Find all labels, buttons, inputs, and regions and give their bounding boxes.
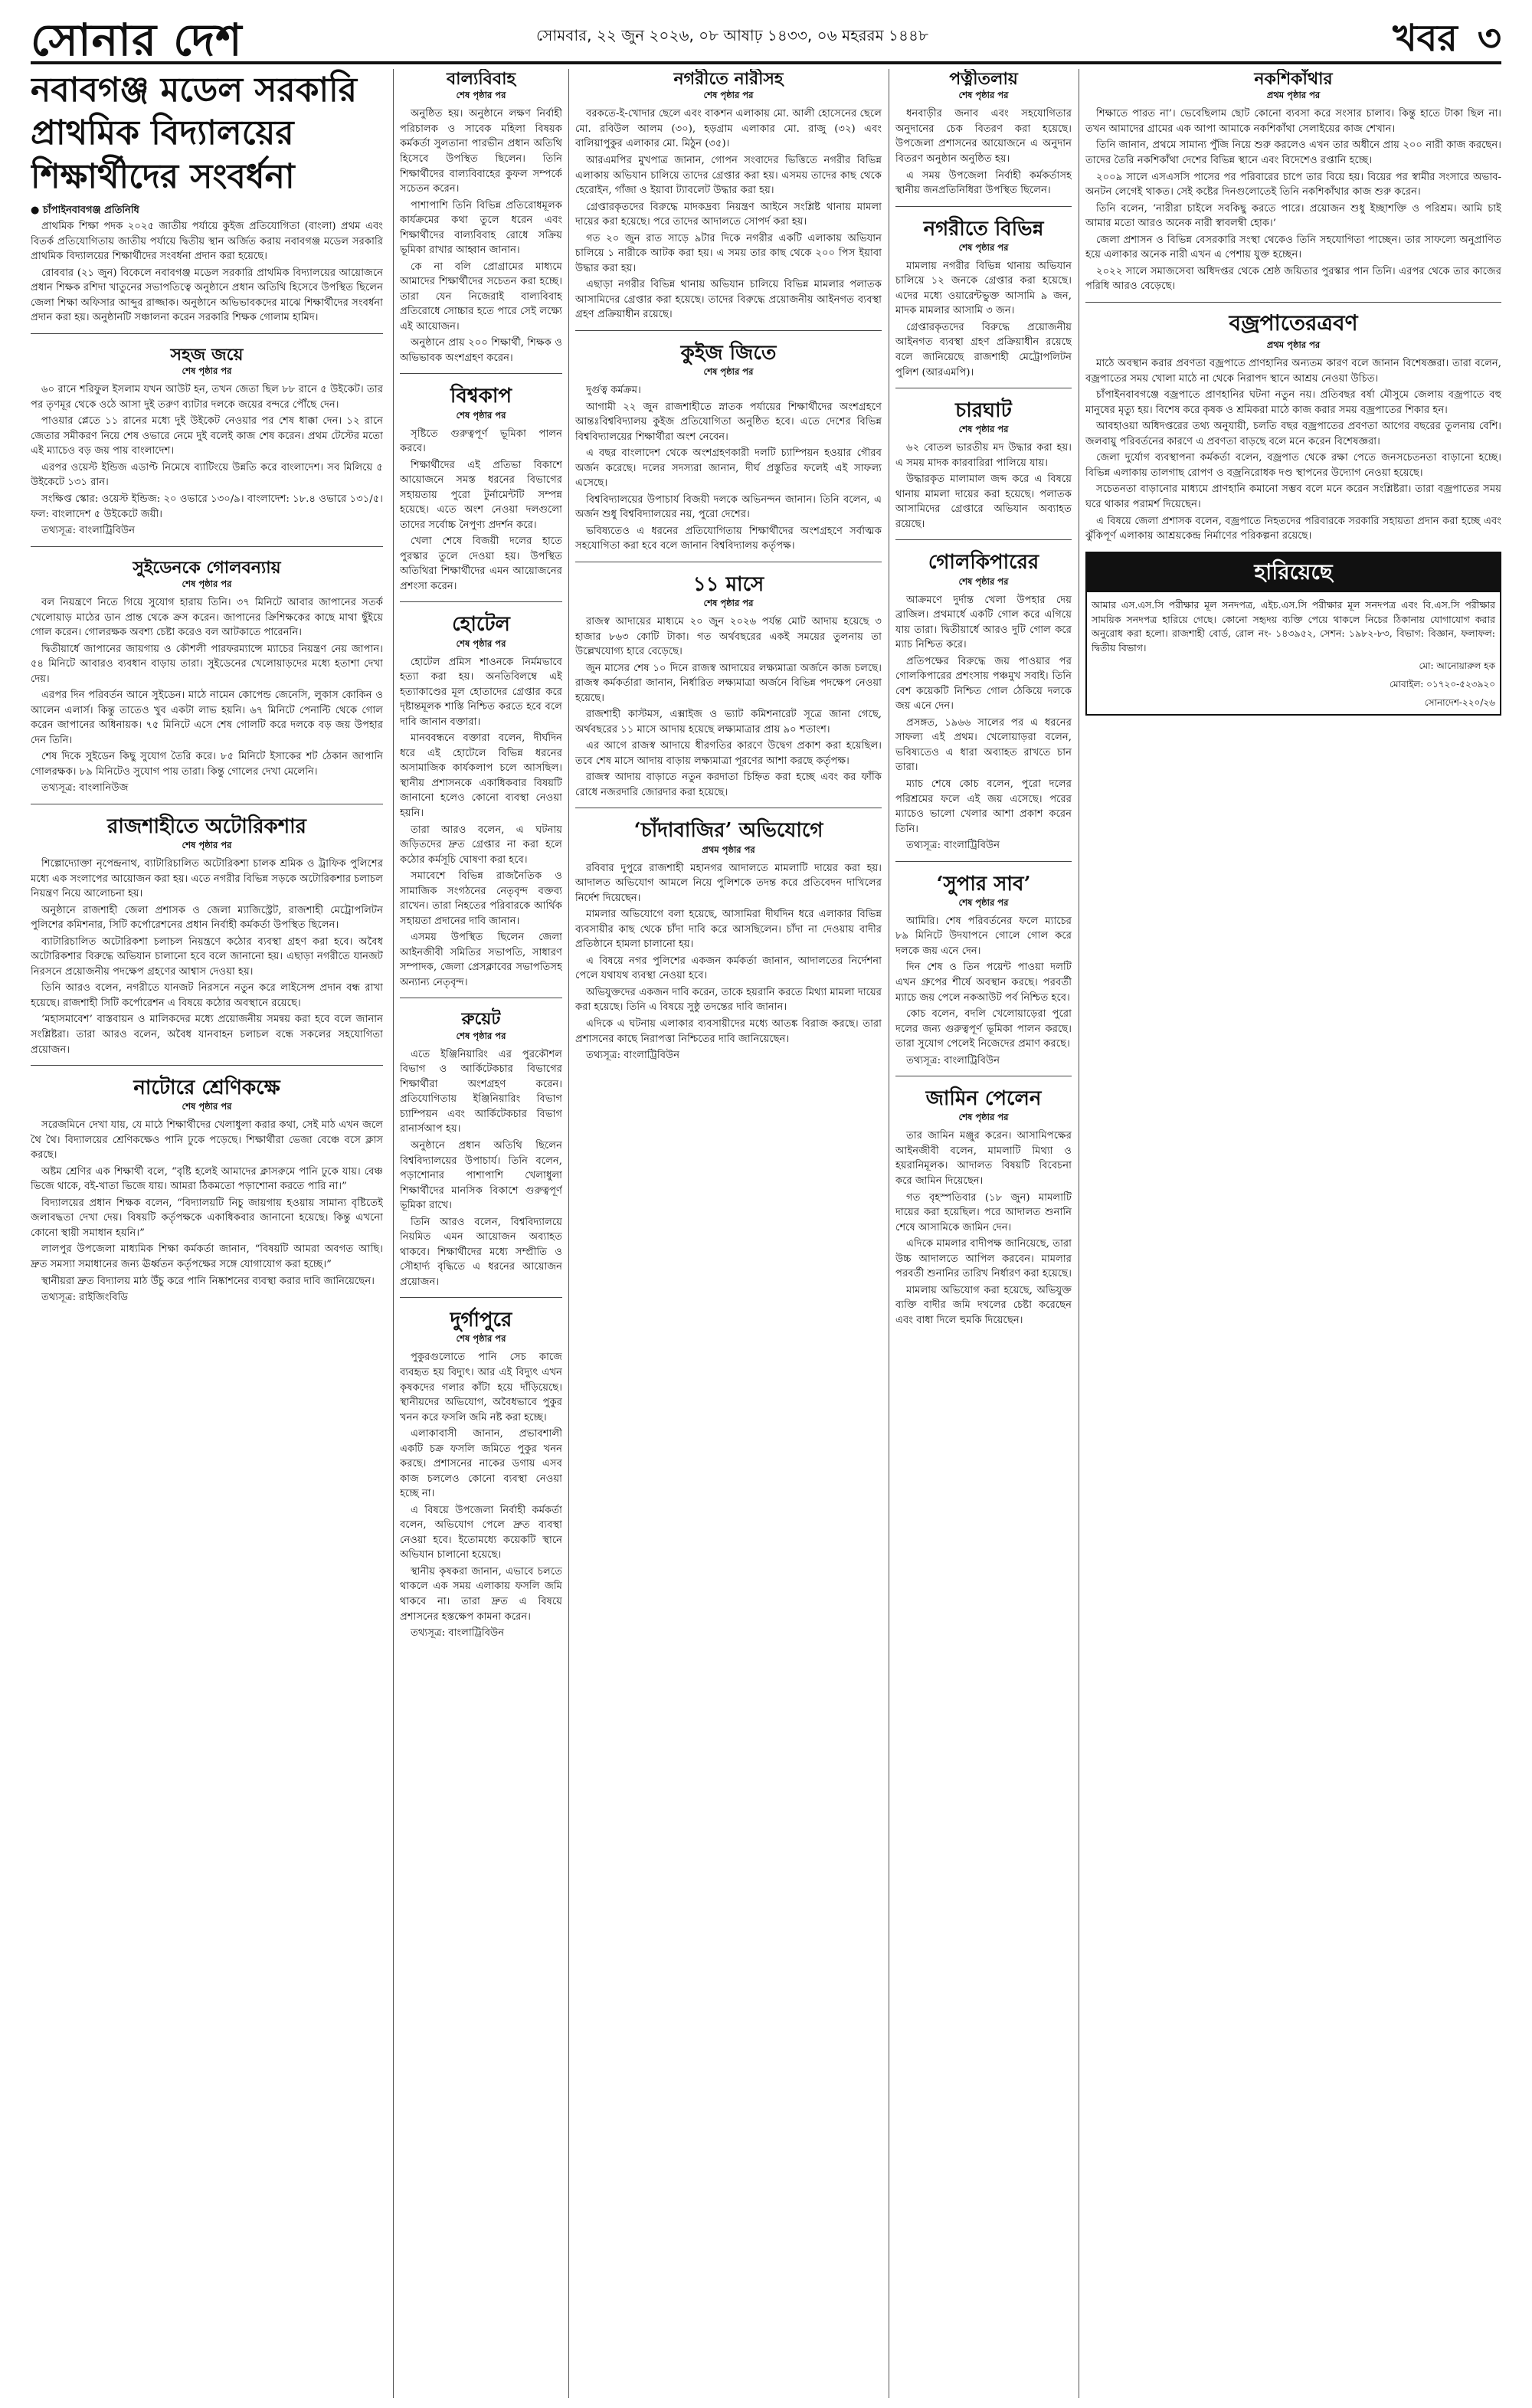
story-paragraph: ২০২২ সালে সমাজসেবা অধিদপ্তর থেকে শ্রেষ্ঠ জয়িতার পুরস্কার পান তিনি। এরপর থেকে তার কাজের পরিধি আরও বেড়েছে। xyxy=(1085,265,1501,293)
story-paragraph: পাশাপাশি তিনি বিভিন্ন প্রতিরোধমূলক কার্যক্রমের কথা তুলে ধরেন এবং শিক্ষার্থীদের বাল্যবিবাহ রোধে সক্রিয় ভূমিকা রাখার আহ্বান জানান। xyxy=(400,199,562,257)
story-paragraph: এরপর দিন পরিবর্তন আনে সুইডেন। মাঠে নামেন কোপেন্ড জেনেসি, লুকাস কোকিন ও আলেন এলার্স। কিন্তু তাতেও খুব একটা লাভ হয়নি। ৬৭ মিনিটে পেনাল্টি থেকে গোল করেন জাপানের অধিনায়ক। ৭৫ মিনিটে এসে শেষ গোলটি করে দলকে বড় জয় উপহার দেন তিনি। xyxy=(31,690,383,746)
newspaper-logo: সোনার দেশ xyxy=(31,14,243,66)
story-paragraph: ৬০ রানে শরিফুল ইসলাম যখন আউট হন, তখন জেতা ছিল ৮৮ রানে ৫ উইকেট। তার পর তৃণমূর থেকে ওঠে আসা দুই তরুণ ব্যাটার দলকে জয়ের বন্দরে পৌঁছে দেন। xyxy=(31,384,383,411)
story-paragraph: মামলায় নগরীর বিভিন্ন থানায় অভিযান চালিয়ে ১২ জনকে গ্রেপ্তার করা হয়েছে। এদের মধ্যে ওয়ারেন্টভুক্ত আসামি ৯ জন, মাদক মামলার আসামি ৩ জন। xyxy=(895,260,1072,317)
story-title: জামিন পেলেন xyxy=(925,1087,1042,1111)
section-label xyxy=(1393,11,1501,71)
story-paragraph: কে না বলি প্রোগ্রামের মাধ্যমে আমাদের শিক্ষার্থীদের সচেতন করা হচ্ছে। তারা যেন নিজেরাই বাল্যবিবাহ প্রতিরোধে সোচ্চার হতে পারে সেই লক্ষ্যে এই আয়োজন। xyxy=(400,260,562,333)
story-divider xyxy=(895,861,1072,862)
column-1 xyxy=(31,69,383,2398)
story-divider xyxy=(400,373,562,374)
story-paragraph: সংক্ষিপ্ত স্কোর: ওয়েস্ট ইন্ডিজ: ২০ ওভারে ১৩০/৯। বাংলাদেশ: ১৮.৪ ওভারে ১৩১/৫। ফল: বাংলাদেশ ৫ উইকেটে জয়ী। xyxy=(31,493,383,520)
story-paragraph: তথ্যসূত্র: বাংলাট্রিবিউন xyxy=(906,840,1000,852)
continuation-label: শেষ পৃষ্ঠার পর xyxy=(456,637,506,649)
story-paragraph: অনুষ্ঠানে প্রধান অতিথি ছিলেন বিশ্ববিদ্যালয়ের উপাচার্য। তিনি বলেন, পড়াশোনার পাশাপাশি খেলাধুলা শিক্ষার্থীদের মানসিক বিকাশে গুরুত্বপূর্ণ ভূমিকা রাখে। xyxy=(400,1139,562,1212)
continuation-label: শেষ পৃষ্ঠার পর xyxy=(182,365,232,377)
column-divider xyxy=(393,69,394,2398)
story-title: সুইডেনকে গোলবন্যায় xyxy=(133,557,281,578)
story-paragraph: তার জামিন মঞ্জুর করেন। আসামিপক্ষের আইনজীবী বলেন, মামলাটি মিথ্যা ও হয়রানিমূলক। আদালত বিষয়টি বিবেচনা করে জামিন দিয়েছেন। xyxy=(895,1130,1072,1187)
story-paragraph: এদিকে মামলার বাদীপক্ষ জানিয়েছে, তারা উচ্চ আদালতে আপিল করবেন। মামলার পরবর্তী শুনানির তারিখ নির্ধারণ করা হয়েছে। xyxy=(895,1238,1072,1280)
story-paragraph: সৃষ্টিতে গুরুত্বপূর্ণ ভূমিকা পালন করবে। xyxy=(400,428,562,455)
story-divider xyxy=(31,333,383,334)
lost-notice-code: সোনাদেশ-২২০/২৬ xyxy=(1424,696,1495,708)
continuation-label: শেষ পৃষ্ঠার পর xyxy=(703,598,754,609)
story-paragraph: তিনি আরও বলেন, নগরীতে যানজট নিরসনে নতুন করে লাইসেন্স প্রদান বন্ধ রাখা হয়েছে। রাজশাহী সিটি কর্পোরেশন এ বিষয়ে কঠোর অবস্থানে রয়েছে। xyxy=(31,982,383,1009)
column-5 xyxy=(1085,69,1501,2398)
story-paragraph: দুর্গুত্ব কর্মক্রম। xyxy=(586,385,641,397)
issue-date: সোমবার, ২২ জুন ২০২৬, ০৮ আষাঢ় ১৪৩৩, ০৬ মহররম ১৪৪৮ xyxy=(536,26,928,44)
story-title: কুইজ জিতে xyxy=(680,341,777,365)
continuation-label: শেষ পৃষ্ঠার পর xyxy=(456,1030,506,1041)
continuation-label: শেষ পৃষ্ঠার পর xyxy=(958,896,1009,908)
story-paragraph: প্রতিপক্ষের বিরুদ্ধে জয় পাওয়ার পর গোলকিপারের প্রশংসায় পঞ্চমুখ সবাই। তিনি বেশ কয়েকটি নিশ্চিত গোল ঠেকিয়ে দলকে জয় এনে দেন। xyxy=(895,655,1072,713)
story-title: সহজ জয়ে xyxy=(170,344,244,365)
story-paragraph: জেলা দুর্যোগ ব্যবস্থাপনা কর্মকর্তা বলেন, বজ্রপাত থেকে রক্ষা পেতে জনসচেতনতা বাড়ানো হচ্ছে। বিভিন্ন এলাকায় তালগাছ রোপণ ও বজ্রনিরোধক দণ্ড স্থাপনের উদ্যোগ নেওয়া হয়েছে। xyxy=(1085,452,1501,479)
story-paragraph: এতে ইঞ্জিনিয়ারিং এর পুরকৌশল বিভাগ ও আর্কিটেকচার বিভাগের শিক্ষার্থীরা অংশগ্রহণ করেন। প্রতিযোগিতায় ইঞ্জিনিয়ারিং বিভাগ চ্যাম্পিয়ন এবং আর্কিটেকচার বিভাগ রানার্সআপ হয়। xyxy=(400,1048,562,1135)
story-divider xyxy=(400,601,562,602)
lead-paragraph: প্রাথমিক শিক্ষা পদক ২০২৫ জাতীয় পর্যায়ে কুইজ প্রতিযোগিতা (বাংলা) প্রথম এবং বিতর্ক প্রতিযোগিতায় জাতীয় পর্যায়ে দ্বিতীয় স্থান অর্জিত করায় নবাবগঞ্জ মডেল সরকারি প্রাথমিক বিদ্যালয়ের শিক্ষার্থীদের সংবর্ধনা প্রদান করা হয়েছে। xyxy=(31,221,383,263)
story-paragraph: শিক্ষাতে পারত না’। ভেবেছিলাম ছোট কোনো ব্যবসা করে সংসার চালাব। কিন্তু হাতে টাকা ছিল না। তখন আমাদের গ্রামের এক আপা আমাকে নকশিকাঁথা সেলাইয়ের কাজ শেখান। xyxy=(1085,108,1501,135)
story-paragraph: তিনি বলেন, ‘নারীরা চাইলে সবকিছু করতে পারে। প্রয়োজন শুধু ইচ্ছাশক্তি ও পরিশ্রম। আমি চাই আমার মতো আরও অনেক নারী স্বাবলম্বী হোক।’ xyxy=(1085,202,1501,230)
continuation-label: শেষ পৃষ্ঠার পর xyxy=(182,578,232,589)
story-paragraph: তিনি জানান, প্রথমে সামান্য পুঁজি নিয়ে শুরু করলেও এখন তার অধীনে প্রায় ২০০ নারী কাজ করছেন। তাদের তৈরি নকশিকাঁথা দেশের বিভিন্ন স্থানে এবং বিদেশেও রপ্তানি হচ্ছে। xyxy=(1085,139,1501,166)
story-paragraph: খেলা শেষে বিজয়ী দলের হাতে পুরস্কার তুলে দেওয়া হয়। উপস্থিত অতিথিরা শিক্ষার্থীদের এমন আয়োজনের প্রশংসা করেন। xyxy=(400,536,562,592)
story-paragraph: বিদ্যালয়ের প্রধান শিক্ষক বলেন, “বিদ্যালয়টি নিচু জায়গায় হওয়ায় সামান্য বৃষ্টিতেই জলাবদ্ধতা দেখা দেয়। বিষয়টি কর্তৃপক্ষকে একাধিকবার জানানো হয়েছে। কিন্তু এখনো কোনো স্থায়ী সমাধান হয়নি।” xyxy=(31,1197,383,1239)
story-paragraph: জেলা প্রশাসন ও বিভিন্ন বেসরকারি সংস্থা থেকেও তিনি সহযোগিতা পাচ্ছেন। তার সাফল্যে অনুপ্রাণিত হয়ে এলাকার অনেক নারী এখন এ পেশায় যুক্ত হচ্ছেন। xyxy=(1085,234,1501,261)
story-paragraph: হোটেল প্রমিস শাওনকে নির্মমভাবে হত্যা করা হয়। অনতিবিলম্বে এই হত্যাকাণ্ডের মূল হোতাদের গ্রেপ্তার করে দৃষ্টান্তমূলক শাস্তি নিশ্চিত করতে হবে বলে দাবি জানান বক্তারা। xyxy=(400,656,562,728)
story-title: রুয়েট xyxy=(461,1009,501,1030)
story-paragraph: এরপর ওয়েস্ট ইন্ডিজ এডাপ্ট নিমেষে ব্যাটিংয়ে উন্নতি করে বাংলাদেশ। সব মিলিয়ে ৫ উইকেটে ১৩১ রান। xyxy=(31,461,383,489)
lead-paragraph: রোববার (২১ জুন) বিকেলে নবাবগঞ্জ মডেল সরকারি প্রাথমিক বিদ্যালয়ের আয়োজনে প্রধান শিক্ষক রশিদা খাতুনের সভাপতিত্বে অনুষ্ঠানে প্রধান অতিথি হিসেবে উপস্থিত ছিলেন জেলা শিক্ষা অফিসার আব্দুর রাজ্জাক। অনুষ্ঠানে অভিভাবকদের মাঝে শিক্ষার্থীদের সংবর্ধনা প্রদান করা হয়। অনুষ্ঠানটি সঞ্চালনা করেন সরকারি শিক্ষক গোলাম হামিদ। xyxy=(31,267,383,324)
story-paragraph: পাওয়ার প্লেতে ১১ রানের মধ্যে দুই উইকেট নেওয়ার পর শেষ ধাক্কা দেন। ১২ রানে জেতার সমীকরণ নিয়ে শেষ ওভারে নেমে দুই বলেই কাজ শেষ করেন। প্রথম টেস্টের মতো এই ম্যাচেও বড় জয় পায় বাংলাদেশ। xyxy=(31,415,383,457)
story-title: ‘সুপার সাব’ xyxy=(936,872,1031,896)
story-paragraph: অনুষ্ঠানে রাজশাহী জেলা প্রশাসক ও জেলা ম্যাজিস্ট্রেট, রাজশাহী মেট্রোপলিটন পুলিশের কমিশনার, সিটি কর্পোরেশনের প্রধান নির্বাহী কর্মকর্তা উপস্থিত ছিলেন। xyxy=(31,904,383,932)
lost-notice-box xyxy=(1085,552,1501,716)
continuation-label: প্রথম পৃষ্ঠার পর xyxy=(1266,90,1321,101)
continuation-label: শেষ পৃষ্ঠার পর xyxy=(182,840,232,851)
lost-notice-title: হারিয়েছে xyxy=(1087,553,1500,592)
story-title: নগরীতে নারীসহ xyxy=(673,69,784,89)
story-paragraph: রবিবার দুপুরে রাজশাহী মহানগর আদালতে মামলাটি দায়ের করা হয়। আদালত অভিযোগ আমলে নিয়ে পুলিশকে তদন্ত করে প্রতিবেদন দাখিলের নির্দেশ দিয়েছেন। xyxy=(575,862,882,904)
story-paragraph: গ্রেপ্তারকৃতদের বিরুদ্ধে মাদকদ্রব্য নিয়ন্ত্রণ আইনে সংশ্লিষ্ট থানায় মামলা দায়ের করা হয়েছে। পরে তাদের আদালতে সোপর্দ করা হয়। xyxy=(575,201,882,228)
story-paragraph: মানববন্ধনে বক্তারা বলেন, দীর্ঘদিন ধরে এই হোটেলে বিভিন্ন ধরনের অসামাজিক কার্যকলাপ চলে আসছিল। স্থানীয় প্রশাসনকে একাধিকবার বিষয়টি জানানো হলেও কোনো ব্যবস্থা নেওয়া হয়নি। xyxy=(400,732,562,819)
story-paragraph: পুকুরগুলোতে পানি সেচ কাজে ব্যবহৃত হয় বিদ্যুৎ। আর এই বিদ্যুৎ এখন কৃষকদের গলার কাঁটা হয়ে দাঁড়িয়েছে। স্থানীয়দের অভিযোগ, অবৈধভাবে পুকুর খনন করে ফসলি জমি নষ্ট করা হচ্ছে। xyxy=(400,1351,562,1424)
lead-byline: ● চাঁপাইনবাবগঞ্জ প্রতিনিধি xyxy=(31,204,139,216)
story-title: নাটোরে শ্রেণিকক্ষে xyxy=(133,1076,280,1100)
story-title: ১১ মাসে xyxy=(692,572,764,596)
story-paragraph: লালপুর উপজেলা মাধ্যমিক শিক্ষা কর্মকর্তা জানান, “বিষয়টি আমরা অবগত আছি। দ্রুত সমস্যা সমাধানের জন্য ঊর্ধ্বতন কর্তৃপক্ষের সঙ্গে যোগাযোগ করা হচ্ছে।” xyxy=(31,1243,383,1271)
continuation-label: শেষ পৃষ্ঠার পর xyxy=(703,90,754,101)
story-paragraph: কোচ বলেন, বদলি খেলোয়াড়েরা পুরো দলের জন্য গুরুত্বপূর্ণ ভূমিকা পালন করছে। তারা সুযোগ পেলেই নিজেদের প্রমাণ করছে। xyxy=(895,1008,1072,1050)
story-paragraph: ২০০৯ সালে এসএসসি পাসের পর পরিবারের চাপে তার বিয়ে হয়। বিয়ের পর স্বামীর সংসারে অভাব-অনটন লেগেই থাকত। সেই কষ্টের দিনগুলোতেই তিনি নকশিকাঁথার কাজ শুরু করেন। xyxy=(1085,171,1501,198)
story-paragraph: রাজস্ব আদায়ের মাধ্যমে ২০ জুন ২০২৬ পর্যন্ত মোট আদায় হয়েছে ৩ হাজার ৮৬৩ কোটি টাকা। গত অর্থবছরের একই সময়ের তুলনায় তা উল্লেখযোগ্য হারে বেড়েছে। xyxy=(575,616,882,658)
story-title: পত্নীতলায় xyxy=(949,69,1018,89)
story-paragraph: এ বিষয়ে নগর পুলিশের একজন কর্মকর্তা জানান, আদালতের নির্দেশনা পেলে যথাযথ ব্যবস্থা নেওয়া হবে। xyxy=(575,955,882,982)
page-number: ৩ xyxy=(1477,17,1501,60)
story-title: বজ্রপাতেরত্রবণ xyxy=(1229,310,1358,336)
story-paragraph: এর আগে রাজস্ব আদায়ে ধীরগতির কারণে উদ্বেগ প্রকাশ করা হয়েছিল। তবে শেষ মাসে আদায় বাড়ায় লক্ষ্যমাত্রা পূরণের আশা করছে কর্তৃপক্ষ। xyxy=(575,740,882,767)
story-paragraph: তথ্যসূত্র: বাংলাট্রিবিউন xyxy=(586,1050,680,1062)
story-paragraph: দ্বিতীয়ার্ধে জাপানের জায়গায় ও কৌশলী পারফরম্যান্সে ম্যাচের নিয়ন্ত্রণ নেয় জাপান। ৫৪ মিনিটে আবারও ব্যবধান বাড়ায় তারা। সুইডেনের খেলোয়াড়দের মধ্যে হতাশা দেখা দেয়। xyxy=(31,643,383,685)
story-paragraph: ‘মহাসমাবেশ’ বাস্তবায়ন ও মালিকদের মধ্যে প্রয়োজনীয় সমন্বয় করা হবে বলে জানান সংশ্লিষ্টরা। তারা আরও বলেন, অবৈধ যানবাহন চলাচল বন্ধে সকলের সহযোগিতা প্রয়োজন। xyxy=(31,1014,383,1056)
story-paragraph: এদিকে এ ঘটনায় এলাকার ব্যবসায়ীদের মধ্যে আতঙ্ক বিরাজ করছে। তারা প্রশাসনের কাছে নিরাপত্তা নিশ্চিতের দাবি জানিয়েছেন। xyxy=(575,1017,882,1045)
story-paragraph: এসময় উপস্থিত ছিলেন জেলা আইনজীবী সমিতির সভাপতি, সাধারণ সম্পাদক, জেলা প্রেসক্লাবের সভাপতিসহ অন্যান্য নেতৃবৃন্দ। xyxy=(400,932,562,988)
story-paragraph: রাজশাহী কাস্টমস, এক্সাইজ ও ভ্যাট কমিশনারেট সূত্রে জানা গেছে, অর্থবছরের ১১ মাসে আদায় হয়েছে লক্ষ্যমাত্রার প্রায় ৯০ শতাংশ। xyxy=(575,709,882,736)
story-paragraph: শিক্ষার্থীদের এই প্রতিভা বিকাশে আয়োজনে সমস্ত ধরনের বিভাগের সহায়তায় পুরো টুর্নামেন্টটি সম্পন্ন হয়েছে। এতে অংশ নেওয়া দলগুলো তাদের সর্বোচ্চ নৈপুণ্য প্রদর্শন করে। xyxy=(400,459,562,531)
story-paragraph: আগামী ২২ জুন রাজশাহীতে স্নাতক পর্যায়ের শিক্ষার্থীদের অংশগ্রহণে আন্তঃবিশ্ববিদ্যালয় কুইজ প্রতিযোগিতা অনুষ্ঠিত হবে। এতে দেশের বিভিন্ন বিশ্ববিদ্যালয়ের শিক্ষার্থীরা অংশ নেবেন। xyxy=(575,401,882,443)
story-divider xyxy=(31,1065,383,1066)
story-paragraph: ম্যাচ শেষে কোচ বলেন, পুরো দলের পরিশ্রমের ফলে এই জয় এসেছে। পরের ম্যাচেও ভালো খেলার আশা প্রকাশ করেন তিনি। xyxy=(895,778,1072,835)
continuation-label: শেষ পৃষ্ঠার পর xyxy=(703,366,754,378)
story-paragraph: স্থানীয় কৃষকরা জানান, এভাবে চলতে থাকলে এক সময় এলাকায় ফসলি জমি থাকবে না। তারা দ্রুত এ বিষয়ে প্রশাসনের হস্তক্ষেপ কামনা করেন। xyxy=(400,1565,562,1623)
story-title: নগরীতে বিভিন্ন xyxy=(923,217,1044,241)
continuation-label: প্রথম পৃষ্ঠার পর xyxy=(702,844,755,855)
masthead xyxy=(31,6,1501,64)
story-paragraph: শেষ দিকে সুইডেন কিছু সুযোগ তৈরি করে। ৮৫ মিনিটে ইসাকের শট ঠেকান জাপানি গোলরক্ষক। ৮৯ মিনিটেও সুযোগ পায় তারা। কিন্তু গোলের দেখা মেলেনি। xyxy=(31,751,383,778)
story-paragraph: রাজস্ব আদায় বাড়াতে নতুন করদাতা চিহ্নিত করা হচ্ছে এবং কর ফাঁকি রোধে নজরদারি জোরদার করা হয়েছে। xyxy=(575,772,882,798)
story-paragraph: তিনি আরও বলেন, বিশ্ববিদ্যালয়ে নিয়মিত এমন আয়োজন অব্যাহত থাকবে। শিক্ষার্থীদের মধ্যে সম্প্রীতি ও সৌহার্দ্য বৃদ্ধিতে এ ধরনের আয়োজন প্রয়োজন। xyxy=(400,1216,562,1288)
story-paragraph: বিশ্ববিদ্যালয়ের উপাচার্য বিজয়ী দলকে অভিনন্দন জানান। তিনি বলেন, এ অর্জন শুধু বিশ্ববিদ্যালয়ের নয়, পুরো দেশের। xyxy=(575,493,882,521)
continuation-label: শেষ পৃষ্ঠার পর xyxy=(958,575,1009,587)
story-paragraph: তথ্যসূত্র: রাইজিংবিডি xyxy=(41,1292,129,1304)
story-paragraph: গত ২০ জুন রাত সাড়ে ৯টার দিকে নগরীর একটি এলাকায় অভিযান চালিয়ে ১ নারীকে আটক করা হয়। এ সময় তার কাছ থেকে ২০০ পিস ইয়াবা উদ্ধার করা হয়। xyxy=(575,232,882,274)
story-title: বাল্যবিবাহ xyxy=(446,69,516,89)
story-paragraph: ভবিষ্যতেও এ ধরনের প্রতিযোগিতায় শিক্ষার্থীদের অংশগ্রহণে সর্বাত্মক সহযোগিতা করা হবে বলে জানান বিশ্ববিদ্যালয় কর্তৃপক্ষ। xyxy=(575,525,882,552)
story-divider xyxy=(31,546,383,547)
story-title: দুর্গাপুরে xyxy=(450,1309,512,1332)
continuation-label: শেষ পৃষ্ঠার পর xyxy=(958,241,1009,253)
story-paragraph: ধনবাড়ীর জনাব এবং সহযোগিতার অনুদানের চেক বিতরণ করা হয়েছে। উপজেলা প্রশাসনের আয়োজনে এ অনুদান বিতরণ অনুষ্ঠান অনুষ্ঠিত হয়। xyxy=(895,108,1072,165)
story-title: রাজশাহীতে অটোরিকশার xyxy=(107,814,306,838)
story-paragraph: এলাকাবাসী জানান, প্রভাবশালী একটি চক্র ফসলি জমিতে পুকুর খনন করছে। প্রশাসনের নাকের ডগায় এসব কাজ চললেও কোনো ব্যবস্থা নেওয়া হচ্ছে না। xyxy=(400,1428,562,1500)
story-divider xyxy=(400,1297,562,1298)
story-paragraph: মামলার অভিযোগে বলা হয়েছে, আসামিরা দীর্ঘদিন ধরে এলাকার বিভিন্ন ব্যবসায়ীর কাছ থেকে চাঁদা দাবি করে আসছিলেন। চাঁদা না দেওয়ায় বাদীর প্রতিষ্ঠানে হামলা চালানো হয়। xyxy=(575,909,882,951)
lost-notice-text: আমার এস.এস.সি পরীক্ষার মূল সনদপত্র, এইচ.এস.সি পরীক্ষার মূল সনদপত্র এবং বি.এস.সি পরীক্ষার সাময়িক সনদপত্র হারিয়ে গেছে। কোনো সহৃদয় ব্যক্তি পেয়ে থাকলে নিচের ঠিকানায় যোগাযোগ করার অনুরোধ করা হলো। রাজশাহী বোর্ড, রোল নং- ১৪৩৯৫২, সেশন: ১৯৮২-৮৩, বিভাগ: বিজ্ঞান, ফলাফল: দ্বিতীয় বিভাগ। xyxy=(1092,599,1495,654)
story-paragraph: আরএমপির মুখপাত্র জানান, গোপন সংবাদের ভিত্তিতে নগরীর বিভিন্ন এলাকায় অভিযান চালিয়ে তাদের গ্রেপ্তার করা হয়। এসময় তাদের কাছ থেকে হেরোইন, গাঁজা ও ইয়াবা ট্যাবলেট উদ্ধার করা হয়। xyxy=(575,155,882,197)
continuation-label: শেষ পৃষ্ঠার পর xyxy=(456,409,506,421)
story-title: নকশিকাঁথার xyxy=(1254,69,1333,89)
column-divider xyxy=(568,69,569,2398)
story-divider xyxy=(895,539,1072,540)
story-paragraph: এছাড়া নগরীর বিভিন্ন থানায় অভিযান চালিয়ে বিভিন্ন মামলার পলাতক আসামিদের গ্রেপ্তার করা হয়েছে। তাদের বিরুদ্ধে প্রয়োজনীয় আইনগত ব্যবস্থা গ্রহণ প্রক্রিয়াধীন রয়েছে। xyxy=(575,279,882,321)
story-paragraph: ৬২ বোতল ভারতীয় মদ উদ্ধার করা হয়। এ সময় মাদক কারবারিরা পালিয়ে যায়। xyxy=(895,442,1072,469)
story-paragraph: সচেতনতা বাড়ানোর মাধ্যমে প্রাণহানি কমানো সম্ভব বলে মনে করেন সংশ্লিষ্টরা। তারা বজ্রপাতের সময় ঘরে থাকার পরামর্শ দিয়েছেন। xyxy=(1085,483,1501,511)
story-paragraph: তথ্যসূত্র: বাংলাট্রিবিউন xyxy=(41,525,136,537)
story-paragraph: ব্যাটারিচালিত অটোরিকশা চলাচল নিয়ন্ত্রণে কঠোর ব্যবস্থা গ্রহণ করা হবে। অবৈধ অটোরিকশার বিরুদ্ধে অভিযান চালানো হবে বলে জানানো হয়। এছাড়া নগরীতে যানজট নিরসনে প্রয়োজনীয় পদক্ষেপ গ্রহণের আশ্বাস দেওয়া হয়। xyxy=(31,935,383,978)
continuation-label: শেষ পৃষ্ঠার পর xyxy=(958,424,1009,435)
story-paragraph: স্থানীয়রা দ্রুত বিদ্যালয় মাঠ উঁচু করে পানি নিষ্কাশনের ব্যবস্থা করার দাবি জানিয়েছেন। xyxy=(41,1275,375,1287)
continuation-label: শেষ পৃষ্ঠার পর xyxy=(958,1112,1009,1123)
story-paragraph: গ্রেপ্তারকৃতদের বিরুদ্ধে প্রয়োজনীয় আইনগত ব্যবস্থা গ্রহণ প্রক্রিয়াধীন রয়েছে বলে জানিয়েছে রাজশাহী মেট্রোপলিটন পুলিশ (আরএমপি)। xyxy=(895,321,1072,378)
story-paragraph: চাঁপাইনবাবগঞ্জে বজ্রপাতে প্রাণহানির ঘটনা নতুন নয়। প্রতিবছর বর্ষা মৌসুমে জেলায় বজ্রপাতে বহু মানুষের মৃত্যু হয়। বিশেষ করে কৃষক ও শ্রমিকরা মাঠে কাজ করার সময় বজ্রপাতের শিকার হন। xyxy=(1085,389,1501,416)
story-paragraph: প্রসঙ্গত, ১৯৬৬ সালের পর এ ধরনের সাফল্য এই প্রথম। খেলোয়াড়রা বলেন, ভবিষ্যতেও এ ধারা অব্যাহত রাখতে চান তারা। xyxy=(895,716,1072,774)
story-paragraph: আবহাওয়া অধিদপ্তরের তথ্য অনুযায়ী, চলতি বছর বজ্রপাতের প্রবণতা আগের বছরের তুলনায় বেশি। জলবায়ু পরিবর্তনের কারণে এ প্রবণতা বাড়ছে বলে মনে করেন বিশেষজ্ঞরা। xyxy=(1085,421,1501,447)
continuation-label: শেষ পৃষ্ঠার পর xyxy=(182,1101,232,1112)
story-paragraph: এ সময় উপজেলা নির্বাহী কর্মকর্তাসহ স্থানীয় জনপ্রতিনিধিরা উপস্থিত ছিলেন। xyxy=(895,169,1072,197)
story-title: ‘চাঁদাবাজির’ অভিযোগে xyxy=(633,819,823,843)
story-paragraph: তথ্যসূত্র: বাংলানিউজ xyxy=(41,782,129,794)
column-4 xyxy=(895,69,1072,2398)
story-paragraph: উদ্ধারকৃত মালামাল জব্দ করে এ বিষয়ে থানায় মামলা দায়ের করা হয়েছে। পলাতক আসামিদের গ্রেপ্তারে অভিযান অব্যাহত রয়েছে। xyxy=(895,473,1072,530)
story-paragraph: অভিযুক্তদের একজন দাবি করেন, তাকে হয়রানি করতে মিথ্যা মামলা দায়ের করা হয়েছে। তিনি এ বিষয়ে সুষ্ঠু তদন্তের দাবি জানান। xyxy=(575,986,882,1014)
continuation-label: শেষ পৃষ্ঠার পর xyxy=(958,90,1009,101)
story-title: বিশ্বকাপ xyxy=(450,385,512,408)
column-3 xyxy=(575,69,882,2398)
story-paragraph: গত বৃহস্পতিবার (১৮ জুন) মামলাটি দায়ের করা হয়েছিল। পরে আদালত শুনানি শেষে আসামিকে জামিন দেন। xyxy=(895,1191,1072,1233)
story-paragraph: তারা আরও বলেন, এ ঘটনায় জড়িতদের দ্রুত গ্রেপ্তার না করা হলে কঠোর কর্মসূচি ঘোষণা করা হবে। xyxy=(400,824,562,866)
story-paragraph: এ বিষয়ে উপজেলা নির্বাহী কর্মকর্তা বলেন, অভিযোগ পেলে দ্রুত ব্যবস্থা নেওয়া হবে। ইতোমধ্যে কয়েকটি স্থানে অভিযান চালানো হয়েছে। xyxy=(400,1504,562,1561)
story-divider xyxy=(1085,302,1501,303)
story-title: গোলকিপারের xyxy=(928,551,1039,575)
story-paragraph: মামলায় অভিযোগ করা হয়েছে, অভিযুক্ত ব্যক্তি বাদীর জমি দখলের চেষ্টা করেছেন এবং বাধা দিলে হুমকি দিয়েছেন। xyxy=(895,1284,1072,1326)
story-paragraph: অষ্টম শ্রেণির এক শিক্ষার্থী বলে, “বৃষ্টি হলেই আমাদের ক্লাসরুমে পানি ঢুকে যায়। বেঞ্চ ভিজে থাকে, বই-খাতা ভিজে যায়। আমরা ঠিকমতো পড়াশোনা করতে পারি না।” xyxy=(31,1165,383,1193)
lost-notice-signature: মো: আনোয়ারুল হক xyxy=(1419,660,1495,672)
story-divider xyxy=(575,330,882,331)
lost-notice-phone: মোবাইল: ০১৭২০-৫২৩৯২০ xyxy=(1389,678,1495,690)
story-paragraph: জুন মাসের শেষ ১০ দিনে রাজস্ব আদায়ের লক্ষ্যমাত্রা অর্জনে কাজ চলছে। রাজস্ব কর্মকর্তারা জানান, নির্ধারিত লক্ষ্যমাত্রা অর্জনে বিভিন্ন পদক্ষেপ নেওয়া হয়েছে। xyxy=(575,662,882,704)
story-paragraph: শিল্পোদ্যোক্তা নৃপেন্দ্রনাথ, ব্যাটারিচালিত অটোরিকশা চালক শ্রমিক ও ট্রাফিক পুলিশের মধ্যে এক সংলাপের আয়োজন করা হয়। এতে নগরীর বিভিন্ন সড়কে অটোরিকশার চলাচল নিয়ন্ত্রণ নিয়ে আলোচনা হয়। xyxy=(31,858,383,900)
story-title: হোটেল xyxy=(452,613,510,637)
story-paragraph: অনুষ্ঠিত হয়। অনুষ্ঠানে লক্ষণ নির্বাহী পরিচালক ও সাবেক মহিলা বিষয়ক কর্মকর্তা সুলতানা পারভীন প্রধান অতিথি হিসেবে উপস্থিত ছিলেন। তিনি শিক্ষার্থীদের বাল্যবিবাহের কুফল সম্পর্কে সচেতন করেন। xyxy=(400,108,562,195)
story-paragraph: বরকতে-ই-খোদার ছেলে এবং বাকশন এলাকায় মো. আলী হোসেনের ছেলে মো. রবিউল আলম (৩০), হড়গ্রাম এলাকার মো. রাজু (৩২) এবং বালিয়াপুকুর এলাকার মো. মিঠুন (৩৫)। xyxy=(575,108,882,150)
story-paragraph: বল নিয়ন্ত্রণে নিতে গিয়ে সুযোগ হারায় তিনি। ৩৭ মিনিটে আবার জাপানের সতর্ক খেলোয়াড় মাঠের ডান প্রান্ত থেকে ক্রস করেন। জাপানের ক্রিশিক্ষকের কাছে মাথা ছুঁইয়ে গোল করেন। গোলরক্ষক অবশ্য চেষ্টা করেও বল আটকাতে পারেননি। xyxy=(31,597,383,639)
lead-headline: নবাবগঞ্জ মডেল সরকারি প্রাথমিক বিদ্যালয়ের শিক্ষার্থীদের সংবর্ধনা xyxy=(31,70,357,196)
story-paragraph: দিন শেষ ও তিন পয়েন্ট পাওয়া দলটি এখন গ্রুপের শীর্ষে অবস্থান করছে। পরবর্তী ম্যাচে জয় পেলে নকআউট পর্ব নিশ্চিত হবে। xyxy=(895,962,1072,1004)
story-divider xyxy=(895,206,1072,207)
story-paragraph: তথ্যসূত্র: বাংলাট্রিবিউন xyxy=(411,1627,505,1640)
continuation-label: শেষ পৃষ্ঠার পর xyxy=(456,90,506,101)
story-title: চারঘাট xyxy=(955,399,1012,423)
column-2 xyxy=(400,69,562,2398)
section-name: খবর xyxy=(1393,17,1458,60)
story-paragraph: সমাবেশে বিভিন্ন রাজনৈতিক ও সামাজিক সংগঠনের নেতৃবৃন্দ বক্তব্য রাখেন। তারা নিহতের পরিবারকে আর্থিক সহায়তা প্রদানের দাবি জানান। xyxy=(400,870,562,927)
story-paragraph: এ বিষয়ে জেলা প্রশাসক বলেন, বজ্রপাতে নিহতদের পরিবারকে সরকারি সহায়তা প্রদান করা হচ্ছে এবং ঝুঁকিপূর্ণ এলাকায় আশ্রয়কেন্দ্র নির্মাণের পরিকল্পনা রয়েছে। xyxy=(1085,515,1501,542)
story-paragraph: তথ্যসূত্র: বাংলাট্রিবিউন xyxy=(906,1054,1000,1066)
story-paragraph: সরেজমিনে দেখা যায়, যে মাঠে শিক্ষার্থীদের খেলাধুলা করার কথা, সেই মাঠ এখন জলে থৈ থৈ। বিদ্যালয়ের শ্রেণিকক্ষেও পানি ঢুকে পড়েছে। শিক্ষার্থীরা ভেজা বেঞ্চে বসে ক্লাস করছে। xyxy=(31,1119,383,1161)
story-paragraph: এ বছর বাংলাদেশ থেকে অংশগ্রহণকারী দলটি চ্যাম্পিয়ন হওয়ার গৌরব অর্জন করেছে। দলের সদস্যরা জানান, দীর্ঘ প্রস্তুতির ফলেই এই সাফল্য এসেছে। xyxy=(575,447,882,490)
story-paragraph: মাঠে অবস্থান করার প্রবণতা বজ্রপাতে প্রাণহানির অন্যতম কারণ বলে জানান বিশেষজ্ঞরা। তারা বলেন, বজ্রপাতের সময় খোলা মাঠে না থেকে নিরাপদ স্থানে আশ্রয় নেওয়া উচিত। xyxy=(1085,358,1501,385)
story-paragraph: আক্রমণে দুর্দান্ত খেলা উপহার দেয় ব্রাজিল। প্রথমার্ধে একটি গোল করে এগিয়ে যায় তারা। দ্বিতীয়ার্ধে আরও দুটি গোল করে ম্যাচ নিশ্চিত করে। xyxy=(895,594,1072,651)
continuation-label: প্রথম পৃষ্ঠার পর xyxy=(1266,339,1321,351)
story-paragraph: অনুষ্ঠানে প্রায় ২০০ শিক্ষার্থী, শিক্ষক ও অভিভাবক অংশগ্রহণ করেন। xyxy=(400,337,562,364)
continuation-label: শেষ পৃষ্ঠার পর xyxy=(456,1333,506,1345)
story-paragraph: আমিরি। শেষ পরিবর্তনের ফলে ম্যাচের ৮৯ মিনিটে উদযাপনে গোলে গোল করে দলকে জয় এনে দেন। xyxy=(895,915,1072,957)
